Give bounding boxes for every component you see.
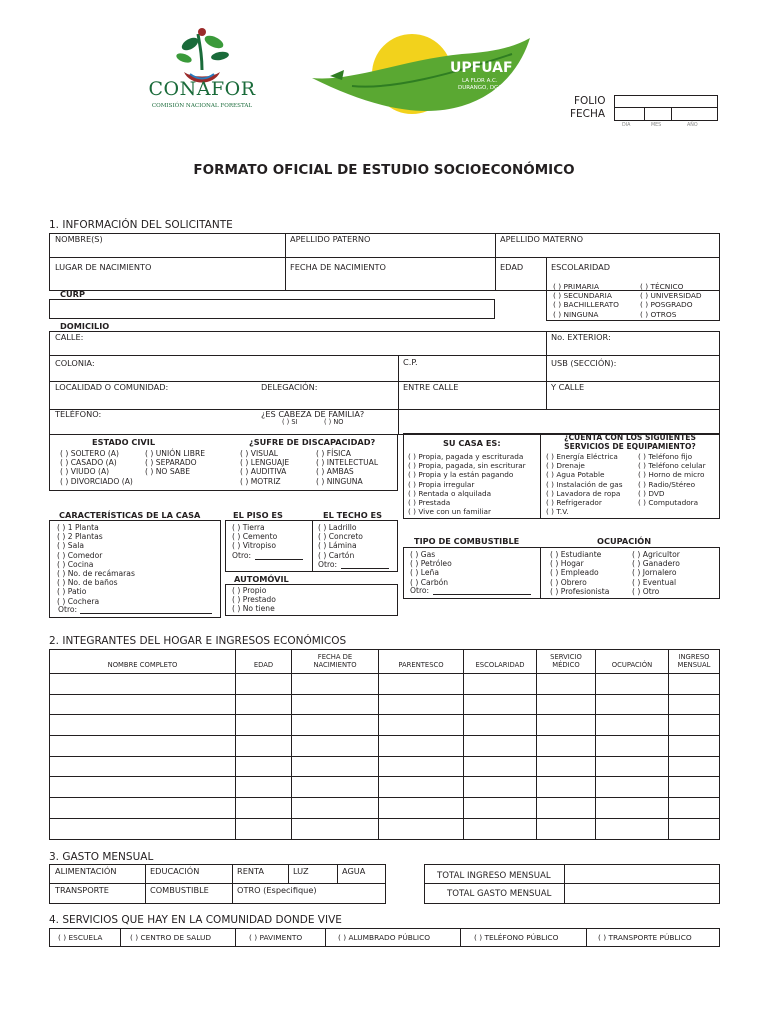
disc-ninguna[interactable]: ( ) NINGUNA	[316, 476, 363, 486]
table-cell[interactable]	[596, 736, 669, 757]
section-4-heading: 4. SERVICIOS QUE HAY EN LA COMUNIDAD DONDE VIVE	[49, 914, 342, 926]
piso-vitropiso[interactable]: ( ) Vitropiso	[232, 541, 277, 551]
table-cell[interactable]	[379, 798, 464, 819]
ocup-ganadero[interactable]: ( ) Ganadero	[632, 559, 680, 569]
upfuaf-subtitle-1: LA FLOR A.C.	[462, 78, 498, 84]
table-cell[interactable]	[236, 674, 292, 695]
table-row	[50, 715, 720, 736]
col-ingreso-mensual: INGRESO MENSUAL	[677, 652, 711, 669]
colonia-label: COLONIA:	[55, 358, 95, 368]
estado-soltero[interactable]: ( ) SOLTERO (A)	[60, 449, 119, 458]
servicio-alumbrado[interactable]: ( ) ALUMBRADO PÚBLICO	[338, 933, 431, 942]
table-cell[interactable]	[236, 694, 292, 715]
table-cell[interactable]	[50, 694, 236, 715]
escolaridad-posgrado[interactable]: ( ) POSGRADO	[640, 300, 693, 310]
equip-agua[interactable]: ( ) Agua Potable	[546, 470, 605, 480]
total-gasto-label: TOTAL GASTO MENSUAL	[447, 889, 552, 899]
luz-label: LUZ	[293, 866, 309, 876]
auto-no-tiene[interactable]: ( ) No tiene	[232, 604, 275, 614]
su-casa-options	[408, 452, 526, 516]
discapacidad-options-2	[316, 449, 378, 486]
table-row	[50, 694, 720, 715]
apellido-paterno-label: APELLIDO PATERNO	[290, 234, 371, 244]
telefono-label: TELÉFONO:	[55, 409, 102, 419]
transporte-label: TRANSPORTE	[55, 885, 109, 895]
estado-no-sabe[interactable]: ( ) NO SABE	[145, 467, 190, 477]
table-cell[interactable]	[537, 694, 596, 715]
table-row	[50, 756, 720, 777]
equip-refrigerador[interactable]: ( ) Refrigerador	[546, 497, 602, 507]
no-exterior-label: No. EXTERIOR:	[551, 332, 611, 342]
auto-prestado[interactable]: ( ) Prestado	[232, 595, 276, 605]
disc-motriz[interactable]: ( ) MOTRIZ	[240, 476, 281, 486]
casa-banos[interactable]: ( ) No. de baños	[57, 578, 118, 588]
auto-propio[interactable]: ( ) Propio	[232, 586, 267, 595]
equip-drenaje[interactable]: ( ) Drenaje	[546, 461, 585, 471]
equip-telefono-fijo[interactable]: ( ) Teléfono fijo	[638, 452, 693, 461]
fecha-dia-label: DIA	[622, 123, 631, 128]
col-edad: EDAD	[253, 661, 274, 669]
alimentacion-label: ALIMENTACIÓN	[55, 866, 117, 876]
section-1-heading: 1. INFORMACIÓN DEL SOLICITANTE	[49, 219, 233, 231]
table-cell[interactable]	[596, 756, 669, 777]
servicio-pavimento[interactable]: ( ) PAVIMENTO	[249, 933, 303, 942]
col-nombre: NOMBRE COMPLETO	[107, 661, 178, 669]
casa-comedor[interactable]: ( ) Comedor	[57, 550, 103, 560]
table-cell[interactable]	[669, 818, 720, 839]
disc-lenguaje[interactable]: ( ) LENGUAJE	[240, 458, 290, 468]
combustible-gasto-label: COMBUSTIBLE	[150, 885, 209, 895]
table-cell[interactable]	[537, 756, 596, 777]
escolaridad-secundaria[interactable]: ( ) SECUNDARIA	[553, 291, 612, 301]
table-cell[interactable]	[669, 674, 720, 695]
table-cell[interactable]	[50, 674, 236, 695]
conafor-subtitle: COMISIÓN NACIONAL FORESTAL	[151, 103, 253, 109]
fecha-label: FECHA	[570, 108, 606, 120]
table-cell[interactable]	[236, 715, 292, 736]
table-cell[interactable]	[292, 756, 379, 777]
ocup-estudiante[interactable]: ( ) Estudiante	[550, 550, 602, 559]
table-cell[interactable]	[236, 777, 292, 798]
casa-propia-escriturada[interactable]: ( ) Propia, pagada y escriturada	[408, 452, 524, 461]
comb-petroleo[interactable]: ( ) Petróleo	[410, 559, 452, 569]
table-cell[interactable]	[292, 715, 379, 736]
cabeza-familia-label: ¿ES CABEZA DE FAMILIA?	[261, 409, 365, 419]
equip-lavadora[interactable]: ( ) Lavadora de ropa	[546, 488, 621, 498]
techo-ladrillo[interactable]: ( ) Ladrillo	[318, 523, 357, 532]
col-escolaridad: ESCOLARIDAD	[475, 661, 525, 669]
equip-tv[interactable]: ( ) T.V.	[546, 507, 569, 517]
delegacion-label: DELEGACIÓN:	[261, 382, 318, 392]
fecha-mes-label: MES	[651, 123, 662, 128]
ocup-profesionista[interactable]: ( ) Profesionista	[550, 586, 610, 596]
su-casa-heading: SU CASA ES:	[443, 438, 501, 448]
table-cell[interactable]	[379, 777, 464, 798]
ocup-jornalero[interactable]: ( ) Jornalero	[632, 568, 677, 578]
table-cell[interactable]	[464, 715, 537, 736]
ocup-eventual[interactable]: ( ) Eventual	[632, 577, 677, 587]
estado-union-libre[interactable]: ( ) UNIÓN LIBRE	[145, 449, 206, 458]
fecha-nacimiento-label: FECHA DE NACIMIENTO	[290, 262, 386, 272]
piso-heading: EL PISO ES	[233, 510, 283, 520]
techo-otro-line[interactable]	[341, 568, 389, 569]
table-cell[interactable]	[292, 777, 379, 798]
total-gasto-field[interactable]	[565, 884, 719, 903]
piso-tierra[interactable]: ( ) Tierra	[232, 523, 265, 532]
page-title: FORMATO OFICIAL DE ESTUDIO SOCIOECONÓMICO	[193, 162, 575, 178]
table-cell[interactable]	[236, 736, 292, 757]
table-cell[interactable]	[292, 694, 379, 715]
table-cell[interactable]	[50, 715, 236, 736]
table-cell[interactable]	[236, 818, 292, 839]
caracteristicas-otro-label: Otro:	[58, 605, 78, 614]
equip-horno[interactable]: ( ) Horno de micro	[638, 470, 705, 480]
section-2-heading: 2. INTEGRANTES DEL HOGAR E INGRESOS ECONÓMICOS	[49, 635, 347, 647]
servicio-transporte[interactable]: ( ) TRANSPORTE PÚBLICO	[598, 933, 692, 942]
folio-label: FOLIO	[574, 95, 606, 107]
ocupacion-options	[550, 550, 609, 596]
casa-pagando[interactable]: ( ) Propia y la están pagando	[408, 470, 514, 480]
upfuaf-logo	[312, 24, 532, 120]
y-calle-label: Y CALLE	[551, 382, 585, 392]
escolaridad-universidad[interactable]: ( ) UNIVERSIDAD	[640, 291, 702, 301]
ocupacion-options-2	[632, 550, 680, 596]
table-cell[interactable]	[464, 694, 537, 715]
escolaridad-otros[interactable]: ( ) OTROS	[640, 309, 677, 319]
automovil-heading: AUTOMÓVIL	[234, 574, 289, 584]
table-header-row	[50, 650, 720, 674]
cabeza-no-option[interactable]: ( ) NO	[324, 418, 344, 426]
casa-cochera[interactable]: ( ) Cochera	[57, 596, 100, 606]
col-ocupacion: OCUPACIÓN	[611, 661, 653, 669]
table-cell[interactable]	[292, 736, 379, 757]
table-cell[interactable]	[464, 798, 537, 819]
table-cell[interactable]	[464, 818, 537, 839]
techo-lamina[interactable]: ( ) Lámina	[318, 541, 357, 551]
table-cell[interactable]	[596, 818, 669, 839]
table-cell[interactable]	[236, 756, 292, 777]
discapacidad-heading: ¿SUFRE DE DISCAPACIDAD?	[249, 437, 376, 447]
domicilio-label: DOMICILIO	[60, 321, 110, 331]
combustible-otro-label: Otro:	[410, 586, 430, 595]
disc-ambas[interactable]: ( ) AMBAS	[316, 467, 354, 477]
escolaridad-options-2	[640, 282, 702, 319]
escolaridad-options	[553, 282, 619, 319]
table-row	[50, 777, 720, 798]
table-cell[interactable]	[379, 715, 464, 736]
estado-casado[interactable]: ( ) CASADO (A)	[60, 458, 117, 468]
educacion-label: EDUCACIÓN	[150, 866, 200, 876]
table-cell[interactable]	[464, 777, 537, 798]
casa-patio[interactable]: ( ) Patio	[57, 587, 87, 597]
casa-sala[interactable]: ( ) Sala	[57, 541, 84, 551]
automovil-options	[232, 586, 276, 614]
table-cell[interactable]	[379, 674, 464, 695]
table-cell[interactable]	[537, 798, 596, 819]
table-cell[interactable]	[669, 694, 720, 715]
equipamiento-options-2	[638, 452, 706, 507]
ocupacion-heading: OCUPACIÓN	[597, 536, 652, 546]
table-cell[interactable]	[596, 694, 669, 715]
combustible-options	[410, 550, 452, 587]
techo-heading: EL TECHO ES	[323, 510, 382, 520]
escolaridad-ninguna[interactable]: ( ) NINGUNA	[553, 309, 599, 319]
casa-irregular[interactable]: ( ) Propia irregular	[408, 479, 475, 489]
equipamiento-heading: ¿CUENTA CON LOS SIGUIENTES SERVICIOS DE EQUIPAMIENTO?	[564, 433, 696, 451]
table-cell[interactable]	[50, 798, 236, 819]
caracteristicas-options	[57, 523, 135, 606]
equip-dvd[interactable]: ( ) DVD	[638, 488, 665, 498]
escolaridad-label: ESCOLARIDAD	[551, 262, 611, 272]
table-cell[interactable]	[596, 777, 669, 798]
col-fecha-nacimiento: FECHA DE NACIMIENTO	[313, 652, 357, 669]
folio-field[interactable]	[614, 95, 718, 121]
table-cell[interactable]	[537, 674, 596, 695]
estado-divorciado[interactable]: ( ) DIVORCIADO (A)	[60, 476, 133, 486]
section-3-heading: 3. GASTO MENSUAL	[49, 851, 154, 863]
agua-label: AGUA	[342, 866, 366, 876]
nombre-label: NOMBRE(S)	[55, 234, 103, 244]
cabeza-si-option[interactable]: ( ) SI	[282, 418, 298, 426]
ocup-hogar[interactable]: ( ) Hogar	[550, 559, 584, 569]
servicio-centro-salud[interactable]: ( ) CENTRO DE SALUD	[130, 933, 212, 942]
upfuaf-subtitle-2: DURANGO, DGO.	[458, 85, 505, 91]
table-cell[interactable]	[292, 798, 379, 819]
table-cell[interactable]	[537, 715, 596, 736]
entre-calle-label: ENTRE CALLE	[403, 382, 459, 392]
table-cell[interactable]	[292, 674, 379, 695]
curp-field[interactable]	[49, 299, 495, 319]
piso-otro-line[interactable]	[255, 559, 303, 560]
table-cell[interactable]	[669, 798, 720, 819]
disc-auditiva[interactable]: ( ) AUDITIVA	[240, 467, 287, 477]
usb-label: USB (SECCIÓN):	[551, 358, 617, 368]
table-cell[interactable]	[669, 715, 720, 736]
piso-options	[232, 523, 277, 551]
edad-label: EDAD	[500, 262, 524, 272]
equip-energia[interactable]: ( ) Energía Eléctrica	[546, 452, 618, 461]
comb-lena[interactable]: ( ) Leña	[410, 568, 439, 578]
casa-1-planta[interactable]: ( ) 1 Planta	[57, 523, 99, 532]
ocup-otro[interactable]: ( ) Otro	[632, 586, 660, 596]
table-cell[interactable]	[464, 756, 537, 777]
escolaridad-primaria[interactable]: ( ) PRIMARIA	[553, 282, 600, 291]
casa-prestada[interactable]: ( ) Prestada	[408, 497, 451, 507]
renta-label: RENTA	[237, 866, 264, 876]
table-cell[interactable]	[537, 736, 596, 757]
comb-carbon[interactable]: ( ) Carbón	[410, 577, 449, 587]
casa-propia-sin-escriturar[interactable]: ( ) Propia, pagada, sin escriturar	[408, 461, 526, 471]
casa-rentada[interactable]: ( ) Rentada o alquilada	[408, 488, 492, 498]
table-cell[interactable]	[537, 818, 596, 839]
servicio-escuela[interactable]: ( ) ESCUELA	[58, 933, 103, 942]
table-cell[interactable]	[50, 736, 236, 757]
table-cell[interactable]	[464, 736, 537, 757]
table-row	[50, 674, 720, 695]
table-cell[interactable]	[50, 777, 236, 798]
equipamiento-options	[546, 452, 623, 516]
table-cell[interactable]	[379, 756, 464, 777]
disc-visual[interactable]: ( ) VISUAL	[240, 449, 278, 458]
casa-cocina[interactable]: ( ) Cocina	[57, 559, 94, 569]
curp-label: CURP	[60, 289, 85, 299]
calle-label: CALLE:	[55, 332, 84, 342]
piso-cemento[interactable]: ( ) Cemento	[232, 532, 278, 542]
techo-concreto[interactable]: ( ) Concreto	[318, 532, 363, 542]
cp-label: C.P.	[403, 357, 418, 367]
table-cell[interactable]	[292, 818, 379, 839]
table-cell[interactable]	[379, 694, 464, 715]
conafor-logo	[140, 26, 264, 116]
equip-radio[interactable]: ( ) Radio/Stéreo	[638, 479, 696, 489]
col-servicio-medico: SERVICIO MÉDICO	[550, 652, 582, 669]
upfuaf-name: UPFUAF	[450, 60, 513, 76]
fecha-anio-label: AÑO	[687, 123, 698, 128]
equip-celular[interactable]: ( ) Teléfono celular	[638, 461, 706, 471]
estado-civil-options-2	[145, 449, 205, 477]
estado-civil-options	[60, 449, 133, 486]
equip-computadora[interactable]: ( ) Computadora	[638, 497, 699, 507]
total-ingreso-label: TOTAL INGRESO MENSUAL	[437, 871, 551, 881]
table-row	[50, 798, 720, 819]
localidad-label: LOCALIDAD O COMUNIDAD:	[55, 382, 169, 392]
lugar-nacimiento-label: LUGAR DE NACIMIENTO	[55, 262, 152, 272]
estado-civil-heading: ESTADO CIVIL	[92, 437, 156, 447]
techo-otro-label: Otro:	[318, 560, 338, 569]
ocup-obrero[interactable]: ( ) Obrero	[550, 577, 587, 587]
table-cell[interactable]	[596, 674, 669, 695]
conafor-name: CONAFOR	[148, 78, 256, 100]
table-cell[interactable]	[596, 715, 669, 736]
casa-recamaras[interactable]: ( ) No. de recámaras	[57, 568, 135, 578]
combustible-otro-line[interactable]	[433, 594, 531, 595]
disc-intelectual[interactable]: ( ) INTELECTUAL	[316, 458, 379, 468]
escolaridad-tecnico[interactable]: ( ) TÉCNICO	[640, 282, 684, 291]
escolaridad-bachillerato[interactable]: ( ) BACHILLERATO	[553, 300, 619, 310]
casa-familiar[interactable]: ( ) Vive con un familiar	[408, 507, 492, 517]
table-cell[interactable]	[50, 756, 236, 777]
apellido-materno-label: APELLIDO MATERNO	[500, 234, 584, 244]
table-cell[interactable]	[236, 798, 292, 819]
table-cell[interactable]	[669, 756, 720, 777]
table-cell[interactable]	[596, 798, 669, 819]
combustible-heading: TIPO DE COMBUSTIBLE	[414, 536, 520, 546]
equip-gas[interactable]: ( ) Instalación de gas	[546, 479, 623, 489]
total-ingreso-field[interactable]	[565, 865, 719, 883]
table-cell[interactable]	[464, 674, 537, 695]
col-parentesco: PARENTESCO	[398, 661, 444, 669]
comb-gas[interactable]: ( ) Gas	[410, 550, 436, 559]
table-row	[50, 736, 720, 757]
casa-2-plantas[interactable]: ( ) 2 Plantas	[57, 532, 103, 542]
techo-options	[318, 523, 363, 560]
integrantes-table	[49, 649, 720, 840]
table-cell[interactable]	[379, 736, 464, 757]
caracteristicas-otro-line[interactable]	[80, 613, 212, 614]
disc-fisica[interactable]: ( ) FÍSICA	[316, 449, 351, 458]
table-row	[50, 818, 720, 839]
ocup-agricultor[interactable]: ( ) Agricultor	[632, 550, 680, 559]
estado-separado[interactable]: ( ) SEPARADO	[145, 458, 197, 468]
techo-carton[interactable]: ( ) Cartón	[318, 550, 355, 560]
caracteristicas-heading: CARACTERÍSTICAS DE LA CASA	[59, 510, 201, 520]
table-cell[interactable]	[537, 777, 596, 798]
servicio-telefono[interactable]: ( ) TELÉFONO PÚBLICO	[474, 933, 559, 942]
piso-otro-label: Otro:	[232, 551, 252, 560]
table-cell[interactable]	[379, 818, 464, 839]
table-cell[interactable]	[669, 777, 720, 798]
estado-viudo[interactable]: ( ) VIUDO (A)	[60, 467, 110, 477]
ocup-empleado[interactable]: ( ) Empleado	[550, 568, 599, 578]
table-cell[interactable]	[50, 818, 236, 839]
discapacidad-options	[240, 449, 289, 486]
otro-gasto-label: OTRO (Especifique)	[237, 885, 317, 895]
table-cell[interactable]	[669, 736, 720, 757]
